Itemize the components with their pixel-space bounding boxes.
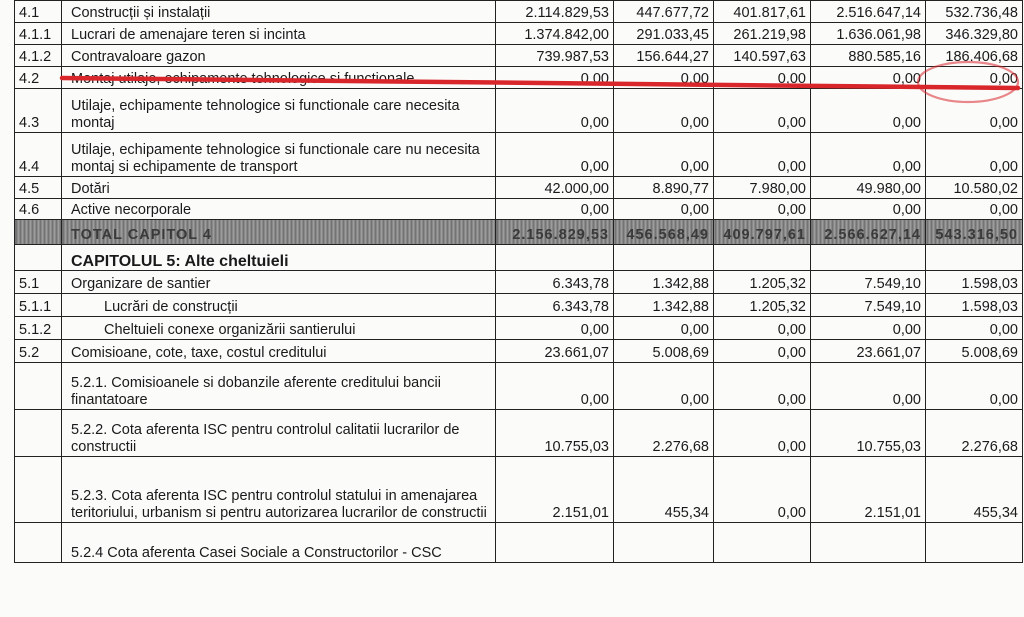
row-value: 23.661,07 <box>811 340 926 363</box>
table-row <box>15 23 1023 45</box>
row-code <box>15 523 62 563</box>
row-value: 0,00 <box>811 199 926 220</box>
row-value: 1.342,88 <box>614 294 714 317</box>
budget-table <box>14 0 1023 563</box>
row-value: 1.598,03 <box>926 294 1023 317</box>
row-value: 5.008,69 <box>926 340 1023 363</box>
table-row <box>15 340 1023 363</box>
row-description: Construcții și instalații <box>62 1 496 23</box>
row-value: 6.343,78 <box>496 271 614 294</box>
row-value: 0,00 <box>811 133 926 177</box>
table-row <box>15 294 1023 317</box>
row-value: 739.987,53 <box>496 45 614 67</box>
row-value: 156.644,27 <box>614 45 714 67</box>
row-value: 0,00 <box>496 363 614 410</box>
row-value: 0,00 <box>926 133 1023 177</box>
row-value: 1.636.061,98 <box>811 23 926 45</box>
row-value: 0,00 <box>714 410 811 457</box>
row-value: 532.736,48 <box>926 1 1023 23</box>
row-value: 0,00 <box>714 133 811 177</box>
row-code: 4.1.1 <box>15 23 62 45</box>
row-description: Utilaje, echipamente tehnologice si functionale care necesita montaj <box>62 89 496 133</box>
row-value: 880.585,16 <box>811 45 926 67</box>
row-value: 0,00 <box>714 317 811 340</box>
row-code: 5.1 <box>15 271 62 294</box>
row-code: 4.1 <box>15 1 62 23</box>
row-description: TOTAL CAPITOL 4 <box>62 220 496 245</box>
row-code: 5.1.1 <box>15 294 62 317</box>
row-description: 5.2.3. Cota aferenta ISC pentru controlul statului in amenajarea teritoriului, urbanism si pentru autorizarea lucrarilor de constructii <box>62 457 496 523</box>
row-value: 7.980,00 <box>714 177 811 199</box>
row-description: Comisioane, cote, taxe, costul creditului <box>62 340 496 363</box>
row-value: 0,00 <box>926 89 1023 133</box>
row-code: 4.2 <box>15 67 62 89</box>
row-value: 0,00 <box>926 363 1023 410</box>
row-value: 291.033,45 <box>614 23 714 45</box>
row-value: 0,00 <box>496 67 614 89</box>
row-value: 2.566.627,14 <box>811 220 926 245</box>
row-value: 455,34 <box>614 457 714 523</box>
row-value: 401.817,61 <box>714 1 811 23</box>
row-value: 409.797,61 <box>714 220 811 245</box>
row-value <box>926 245 1023 271</box>
row-value: 0,00 <box>614 199 714 220</box>
row-value: 261.219,98 <box>714 23 811 45</box>
row-value: 1.205,32 <box>714 294 811 317</box>
row-value: 0,00 <box>714 67 811 89</box>
row-value: 49.980,00 <box>811 177 926 199</box>
row-value: 2.156.829,53 <box>496 220 614 245</box>
table-row <box>15 363 1023 410</box>
row-value: 23.661,07 <box>496 340 614 363</box>
table-row <box>15 1 1023 23</box>
table-row <box>15 410 1023 457</box>
row-value: 0,00 <box>926 67 1023 89</box>
row-description: 5.2.2. Cota aferenta ISC pentru controlul calitatii lucrarilor de constructii <box>62 410 496 457</box>
row-value <box>614 523 714 563</box>
row-value: 2.151,01 <box>811 457 926 523</box>
row-value: 7.549,10 <box>811 294 926 317</box>
row-value: 0,00 <box>614 89 714 133</box>
row-value: 1.374.842,00 <box>496 23 614 45</box>
row-value <box>496 523 614 563</box>
row-value: 346.329,80 <box>926 23 1023 45</box>
row-code: 4.6 <box>15 199 62 220</box>
row-value: 10.755,03 <box>811 410 926 457</box>
row-code: 5.1.2 <box>15 317 62 340</box>
row-value: 0,00 <box>496 133 614 177</box>
row-value: 447.677,72 <box>614 1 714 23</box>
row-value: 10.580,02 <box>926 177 1023 199</box>
row-value: 0,00 <box>614 67 714 89</box>
row-value: 1.342,88 <box>614 271 714 294</box>
row-value: 456.568,49 <box>614 220 714 245</box>
row-description: Cheltuieli conexe organizării santierului <box>62 317 496 340</box>
row-value: 455,34 <box>926 457 1023 523</box>
row-description: Active necorporale <box>62 199 496 220</box>
row-value: 140.597,63 <box>714 45 811 67</box>
row-value <box>811 245 926 271</box>
row-value: 186.406,68 <box>926 45 1023 67</box>
row-value: 2.276,68 <box>926 410 1023 457</box>
table-row <box>15 133 1023 177</box>
row-value: 0,00 <box>811 67 926 89</box>
row-code <box>15 410 62 457</box>
row-value: 0,00 <box>496 199 614 220</box>
row-value: 0,00 <box>714 340 811 363</box>
table-row <box>15 177 1023 199</box>
row-value <box>614 245 714 271</box>
row-code: 4.4 <box>15 133 62 177</box>
row-code <box>15 220 62 245</box>
row-code: 5.2 <box>15 340 62 363</box>
row-description: Lucrări de construcții <box>62 294 496 317</box>
table-row <box>15 457 1023 523</box>
row-code: 4.5 <box>15 177 62 199</box>
row-value: 0,00 <box>614 133 714 177</box>
row-value: 2.114.829,53 <box>496 1 614 23</box>
row-description: Utilaje, echipamente tehnologice si functionale care nu necesita montaj si echipamente de transport <box>62 133 496 177</box>
row-value: 7.549,10 <box>811 271 926 294</box>
row-code <box>15 363 62 410</box>
row-value <box>811 523 926 563</box>
row-value: 1.598,03 <box>926 271 1023 294</box>
total-row <box>15 220 1023 245</box>
row-description: Dotări <box>62 177 496 199</box>
row-value: 42.000,00 <box>496 177 614 199</box>
row-value: 0,00 <box>811 89 926 133</box>
row-description: Organizare de santier <box>62 271 496 294</box>
row-value: 543.316,50 <box>926 220 1023 245</box>
row-code: 4.1.2 <box>15 45 62 67</box>
row-description: Montaj utilaje, echipamente tehnologice si functionale <box>62 67 496 89</box>
row-value: 5.008,69 <box>614 340 714 363</box>
row-value: 2.516.647,14 <box>811 1 926 23</box>
row-description: 5.2.1. Comisioanele si dobanzile aferente creditului bancii finantatoare <box>62 363 496 410</box>
row-value: 0,00 <box>714 199 811 220</box>
row-value: 0,00 <box>714 363 811 410</box>
row-value <box>926 523 1023 563</box>
row-value: 1.205,32 <box>714 271 811 294</box>
row-description: Lucrari de amenajare teren si incinta <box>62 23 496 45</box>
chapter-title: CAPITOLUL 5: Alte cheltuieli <box>62 245 496 271</box>
row-value: 0,00 <box>926 317 1023 340</box>
row-code: 4.3 <box>15 89 62 133</box>
row-value: 0,00 <box>714 89 811 133</box>
row-value: 6.343,78 <box>496 294 614 317</box>
row-description: 5.2.4 Cota aferenta Casei Sociale a Constructorilor - CSC <box>62 523 496 563</box>
table-row <box>15 67 1023 89</box>
table-row <box>15 523 1023 563</box>
chapter-heading-row <box>15 245 1023 271</box>
row-value: 10.755,03 <box>496 410 614 457</box>
table-row <box>15 199 1023 220</box>
row-value <box>714 245 811 271</box>
row-value: 8.890,77 <box>614 177 714 199</box>
row-value: 0,00 <box>811 363 926 410</box>
table-row <box>15 89 1023 133</box>
row-value: 0,00 <box>614 317 714 340</box>
budget-table-scan <box>14 0 1022 563</box>
table-row <box>15 317 1023 340</box>
row-value: 0,00 <box>926 199 1023 220</box>
row-value: 0,00 <box>614 363 714 410</box>
row-value: 0,00 <box>496 89 614 133</box>
row-code <box>15 457 62 523</box>
row-value <box>714 523 811 563</box>
row-code <box>15 245 62 271</box>
row-value: 0,00 <box>714 457 811 523</box>
row-value: 2.276,68 <box>614 410 714 457</box>
row-value: 2.151,01 <box>496 457 614 523</box>
row-description: Contravaloare gazon <box>62 45 496 67</box>
row-value <box>496 245 614 271</box>
table-row <box>15 271 1023 294</box>
row-value: 0,00 <box>811 317 926 340</box>
table-row <box>15 45 1023 67</box>
row-value: 0,00 <box>496 317 614 340</box>
